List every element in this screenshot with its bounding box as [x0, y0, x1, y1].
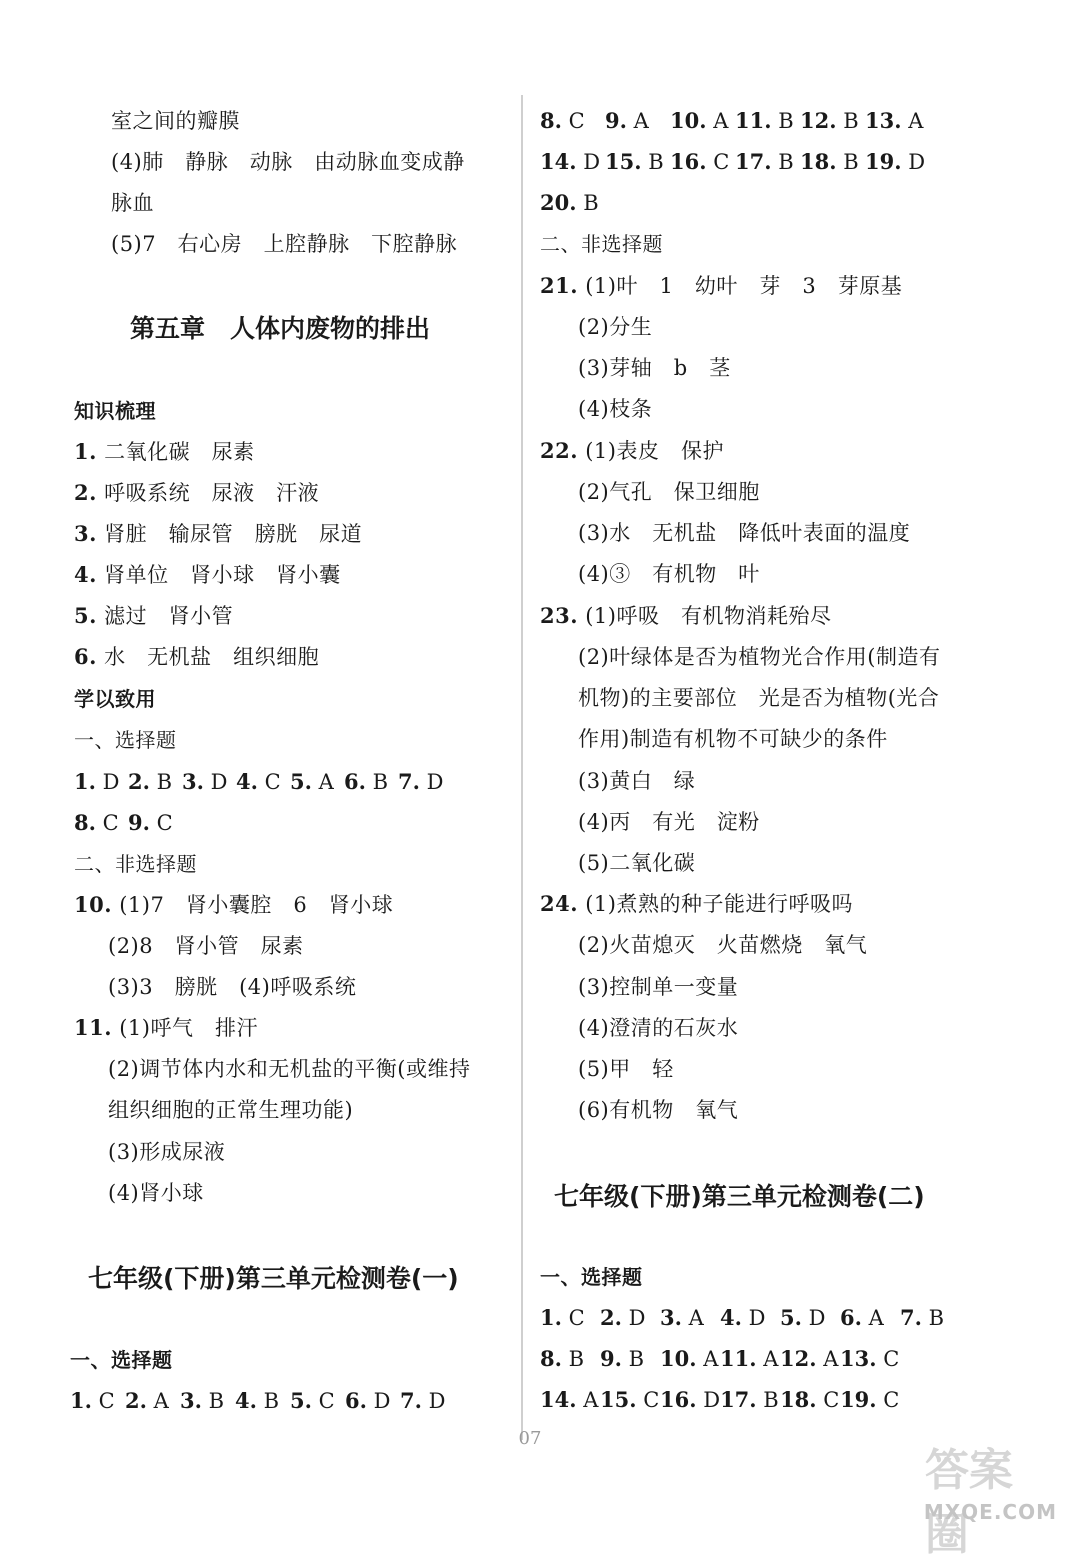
watermark-logo: 答案圈: [925, 1445, 1013, 1560]
mc-answer-letter: A: [311, 770, 334, 794]
mc-answer: [540, 106, 605, 136]
mc-answer: [398, 767, 452, 797]
mc-answer-letter: B: [756, 1388, 779, 1412]
mc-answer-letter: C: [311, 1389, 335, 1413]
mc-question-number: 3.: [182, 769, 204, 794]
section-xueyi: 学以致用: [74, 687, 156, 711]
mc-answer: [540, 1344, 600, 1374]
mc-question-number: 3.: [180, 1388, 202, 1413]
mc-row: [74, 767, 452, 797]
mc-question-number: 7.: [900, 1305, 922, 1330]
mc-answer-letter: A: [696, 1347, 719, 1371]
mc-question-number: 16.: [660, 1387, 697, 1412]
mc-answer-letter: C: [257, 770, 281, 794]
question-10-line: (3)3 膀胱 (4)呼吸系统: [108, 975, 357, 999]
mc-row: [540, 1385, 900, 1415]
mc-answer-letter: B: [621, 1347, 645, 1371]
mc-row: [70, 1386, 455, 1416]
mc-question-number: 5.: [290, 769, 312, 794]
mc-answer-letter: A: [901, 109, 924, 133]
test-title-2: 七年级(下册)第三单元检测卷(二): [554, 1182, 925, 1211]
mc-answer-letter: D: [203, 770, 228, 794]
mc-question-number: 7.: [400, 1388, 422, 1413]
question-22: 22. (1)表皮 保护: [540, 438, 724, 463]
mc-answer: [780, 1385, 840, 1415]
question-24-line: (3)控制单一变量: [578, 975, 739, 999]
question-11-line: (3)形成尿液: [108, 1140, 226, 1164]
mc-answer-letter: C: [561, 109, 585, 133]
mc-question-number: 12.: [800, 108, 837, 133]
mc-question-number: 19.: [840, 1387, 877, 1412]
mc-answer-letter: D: [621, 1306, 646, 1330]
question-24-line: (4)澄清的石灰水: [578, 1016, 739, 1040]
mc-answer-letter: C: [91, 1389, 115, 1413]
mc-answer: [720, 1385, 780, 1415]
mc-answer: [540, 188, 605, 218]
mc-question-number: 6.: [840, 1305, 862, 1330]
mc-answer-letter: D: [419, 770, 444, 794]
question-21-line: (2)分生: [578, 315, 653, 339]
mc-answer-letter: A: [681, 1306, 704, 1330]
mc-answer-letter: B: [771, 109, 794, 133]
column-divider: [521, 95, 523, 1440]
mc-answer: [660, 1344, 720, 1374]
mc-answer: [660, 1385, 720, 1415]
mc-question-number: 4.: [236, 769, 258, 794]
mc-answer-letter: D: [901, 150, 926, 174]
mc-answer-letter: D: [696, 1388, 721, 1412]
mc-question-number: 20.: [540, 190, 577, 215]
mc-answer-letter: C: [95, 811, 119, 835]
mc-answer: [70, 1386, 125, 1416]
mc-question-number: 12.: [780, 1346, 817, 1371]
mc-question-number: 18.: [780, 1387, 817, 1412]
question-11-line: 组织细胞的正常生理功能): [108, 1098, 354, 1122]
mc-question-number: 11.: [720, 1346, 757, 1371]
question-11-line: (2)调节体内水和无机盐的平衡(或维持: [108, 1057, 471, 1081]
mc-answer: [670, 106, 735, 136]
question-23-line: (4)丙 有光 淀粉: [578, 810, 760, 834]
mc-answer-letter: A: [756, 1347, 779, 1371]
mc-answer: [840, 1344, 900, 1374]
mc-question-number: 9.: [600, 1346, 622, 1371]
mc-answer: [840, 1385, 900, 1415]
question-21-line: (4)枝条: [578, 397, 653, 421]
question-10: 10. (1)7 肾小囊腔 6 肾小球: [74, 892, 394, 917]
page-number: 07: [518, 1428, 542, 1449]
mc-question-number: 17.: [735, 149, 772, 174]
mc-question-number: 5.: [290, 1388, 312, 1413]
mc-answer: [605, 106, 670, 136]
question-24-line: (5)甲 轻: [578, 1057, 674, 1081]
mc-answer-letter: B: [836, 109, 859, 133]
mc-answer: [235, 1386, 290, 1416]
mc-question-number: 4.: [720, 1305, 742, 1330]
mc-question-number: 16.: [670, 149, 707, 174]
question-21-line: (3)芽轴 b 茎: [578, 356, 731, 380]
knowledge-item-4: 4. 肾单位 肾小球 肾小囊: [74, 562, 341, 587]
section-zhishi: 知识梳理: [74, 399, 156, 423]
mc-answer-letter: B: [365, 770, 389, 794]
mc-question-number: 6.: [345, 1388, 367, 1413]
mc-question-number: 8.: [540, 108, 562, 133]
mc-question-number: 2.: [128, 769, 150, 794]
mc-answer-letter: D: [741, 1306, 766, 1330]
mc-answer: [540, 147, 605, 177]
mc-question-number: 13.: [840, 1346, 877, 1371]
mc-answer: [600, 1385, 660, 1415]
mc-answer: [840, 1303, 900, 1333]
mc-answer: [400, 1386, 455, 1416]
mc-answer: [780, 1303, 840, 1333]
mc-question-number: 17.: [720, 1387, 757, 1412]
question-11: 11. (1)呼气 排汗: [74, 1015, 258, 1040]
mc-answer: [128, 767, 182, 797]
mc-answer: [600, 1303, 660, 1333]
mc-answer: [290, 767, 344, 797]
mc-answer: [865, 106, 930, 136]
question-23-line: (3)黄白 绿: [578, 769, 696, 793]
continued-line-1: 室之间的瓣膜: [111, 109, 240, 133]
knowledge-item-6: 6. 水 无机盐 组织细胞: [74, 644, 320, 669]
mc-answer-letter: B: [561, 1347, 585, 1371]
knowledge-item-2: 2. 呼吸系统 尿液 汗液: [74, 480, 320, 505]
mc-question-number: 9.: [605, 108, 627, 133]
mc-answer: [344, 767, 398, 797]
mc-answer: [735, 106, 800, 136]
mc-question-number: 8.: [540, 1346, 562, 1371]
watermark-site: MXQE.COM: [923, 1500, 1057, 1524]
mc-answer: [180, 1386, 235, 1416]
mc-answer-letter: C: [636, 1388, 660, 1412]
mc-question-number: 3.: [660, 1305, 682, 1330]
nonselection-heading: 二、非选择题: [540, 232, 663, 256]
mc-answer: [182, 767, 236, 797]
mc-question-number: 10.: [670, 108, 707, 133]
mc-answer-letter: D: [366, 1389, 391, 1413]
mc-answer: [865, 147, 930, 177]
mc-answer-letter: C: [706, 150, 730, 174]
mc-answer: [540, 1385, 600, 1415]
question-21: 21. (1)叶 1 幼叶 芽 3 芽原基: [540, 273, 903, 298]
mc-answer: [600, 1344, 660, 1374]
question-23-line: (2)叶绿体是否为植物光合作用(制造有: [578, 645, 941, 669]
question-22-line: (3)水 无机盐 降低叶表面的温度: [578, 521, 911, 545]
mc-answer: [345, 1386, 400, 1416]
mc-answer: [780, 1344, 840, 1374]
knowledge-item-1: 1. 二氧化碳 尿素: [74, 439, 255, 464]
mc-question-number: 8.: [74, 810, 96, 835]
test-title-1: 七年级(下册)第三单元检测卷(一): [88, 1264, 459, 1293]
mc-answer-letter: A: [576, 1388, 599, 1412]
mc-question-number: 4.: [235, 1388, 257, 1413]
mc-answer-letter: B: [836, 150, 859, 174]
question-22-line: (4)③ 有机物 叶: [578, 562, 760, 586]
question-24: 24. (1)煮熟的种子能进行呼吸吗: [540, 891, 853, 916]
question-23: 23. (1)呼吸 有机物消耗殆尽: [540, 603, 832, 628]
test1-selection-heading: 一、选择题: [70, 1348, 173, 1372]
mc-question-number: 14.: [540, 149, 577, 174]
mc-row: [540, 1344, 900, 1374]
mc-answer-letter: B: [201, 1389, 225, 1413]
mc-answer: [128, 808, 182, 838]
mc-answer: [720, 1344, 780, 1374]
mc-answer-letter: A: [861, 1306, 884, 1330]
mc-answer: [290, 1386, 345, 1416]
mc-answer-letter: A: [706, 109, 729, 133]
mc-question-number: 2.: [600, 1305, 622, 1330]
mc-row: [74, 808, 182, 838]
mc-answer: [660, 1303, 720, 1333]
mc-answer: [670, 147, 735, 177]
mc-row: [540, 147, 930, 177]
mc-question-number: 6.: [344, 769, 366, 794]
knowledge-item-5: 5. 滤过 肾小管: [74, 603, 234, 628]
mc-answer-letter: A: [626, 109, 649, 133]
mc-question-number: 18.: [800, 149, 837, 174]
mc-answer-letter: B: [256, 1389, 280, 1413]
mc-question-number: 15.: [605, 149, 642, 174]
mc-answer-letter: C: [561, 1306, 585, 1330]
mc-answer: [540, 1303, 600, 1333]
mc-answer-letter: B: [641, 150, 664, 174]
nonselection-heading: 二、非选择题: [74, 852, 197, 876]
question-23-line: 作用)制造有机物不可缺少的条件: [578, 727, 888, 751]
question-24-line: (2)火苗熄灭 火苗燃烧 氧气: [578, 933, 868, 957]
mc-answer-letter: B: [771, 150, 794, 174]
mc-answer-letter: D: [801, 1306, 826, 1330]
question-10-line: (2)8 肾小管 尿素: [108, 934, 304, 958]
mc-question-number: 14.: [540, 1387, 577, 1412]
selection-heading: 一、选择题: [74, 728, 177, 752]
mc-row: [540, 188, 605, 218]
continued-line-4: (5)7 右心房 上腔静脉 下腔静脉: [111, 232, 458, 256]
chapter-title: 第五章 人体内废物的排出: [130, 314, 431, 343]
mc-question-number: 7.: [398, 769, 420, 794]
test2-selection-heading: 一、选择题: [540, 1265, 643, 1289]
mc-question-number: 15.: [600, 1387, 637, 1412]
mc-answer-letter: C: [876, 1347, 900, 1371]
mc-question-number: 11.: [735, 108, 772, 133]
question-22-line: (2)气孔 保卫细胞: [578, 480, 760, 504]
mc-answer-letter: B: [921, 1306, 945, 1330]
mc-answer: [605, 147, 670, 177]
mc-question-number: 1.: [70, 1388, 92, 1413]
question-11-line: (4)肾小球: [108, 1181, 204, 1205]
mc-answer-letter: D: [576, 150, 601, 174]
mc-answer: [735, 147, 800, 177]
mc-answer: [720, 1303, 780, 1333]
mc-question-number: 10.: [660, 1346, 697, 1371]
mc-answer: [125, 1386, 180, 1416]
mc-answer-letter: A: [146, 1389, 169, 1413]
knowledge-item-3: 3. 肾脏 输尿管 膀胱 尿道: [74, 521, 363, 546]
mc-row: [540, 106, 930, 136]
mc-answer-letter: C: [149, 811, 173, 835]
mc-question-number: 5.: [780, 1305, 802, 1330]
continued-line-2: (4)肺 静脉 动脉 由动脉血变成静: [111, 150, 465, 174]
mc-answer: [800, 106, 865, 136]
mc-question-number: 1.: [540, 1305, 562, 1330]
mc-answer-letter: D: [95, 770, 120, 794]
question-23-line: 机物)的主要部位 光是否为植物(光合: [578, 686, 940, 710]
mc-question-number: 1.: [74, 769, 96, 794]
mc-answer: [236, 767, 290, 797]
mc-question-number: 2.: [125, 1388, 147, 1413]
mc-answer-letter: C: [876, 1388, 900, 1412]
mc-answer-letter: A: [816, 1347, 839, 1371]
mc-answer-letter: B: [149, 770, 173, 794]
mc-answer: [800, 147, 865, 177]
mc-answer-letter: C: [816, 1388, 840, 1412]
mc-row: [540, 1303, 960, 1333]
question-23-line: (5)二氧化碳: [578, 851, 696, 875]
mc-answer: [900, 1303, 960, 1333]
continued-line-3: 脉血: [111, 191, 154, 215]
mc-answer-letter: B: [576, 191, 599, 215]
mc-question-number: 9.: [128, 810, 150, 835]
mc-question-number: 13.: [865, 108, 902, 133]
mc-question-number: 19.: [865, 149, 902, 174]
watermark: [923, 1430, 1065, 1560]
mc-answer-letter: D: [421, 1389, 446, 1413]
mc-answer: [74, 808, 128, 838]
question-24-line: (6)有机物 氧气: [578, 1098, 739, 1122]
mc-answer: [74, 767, 128, 797]
